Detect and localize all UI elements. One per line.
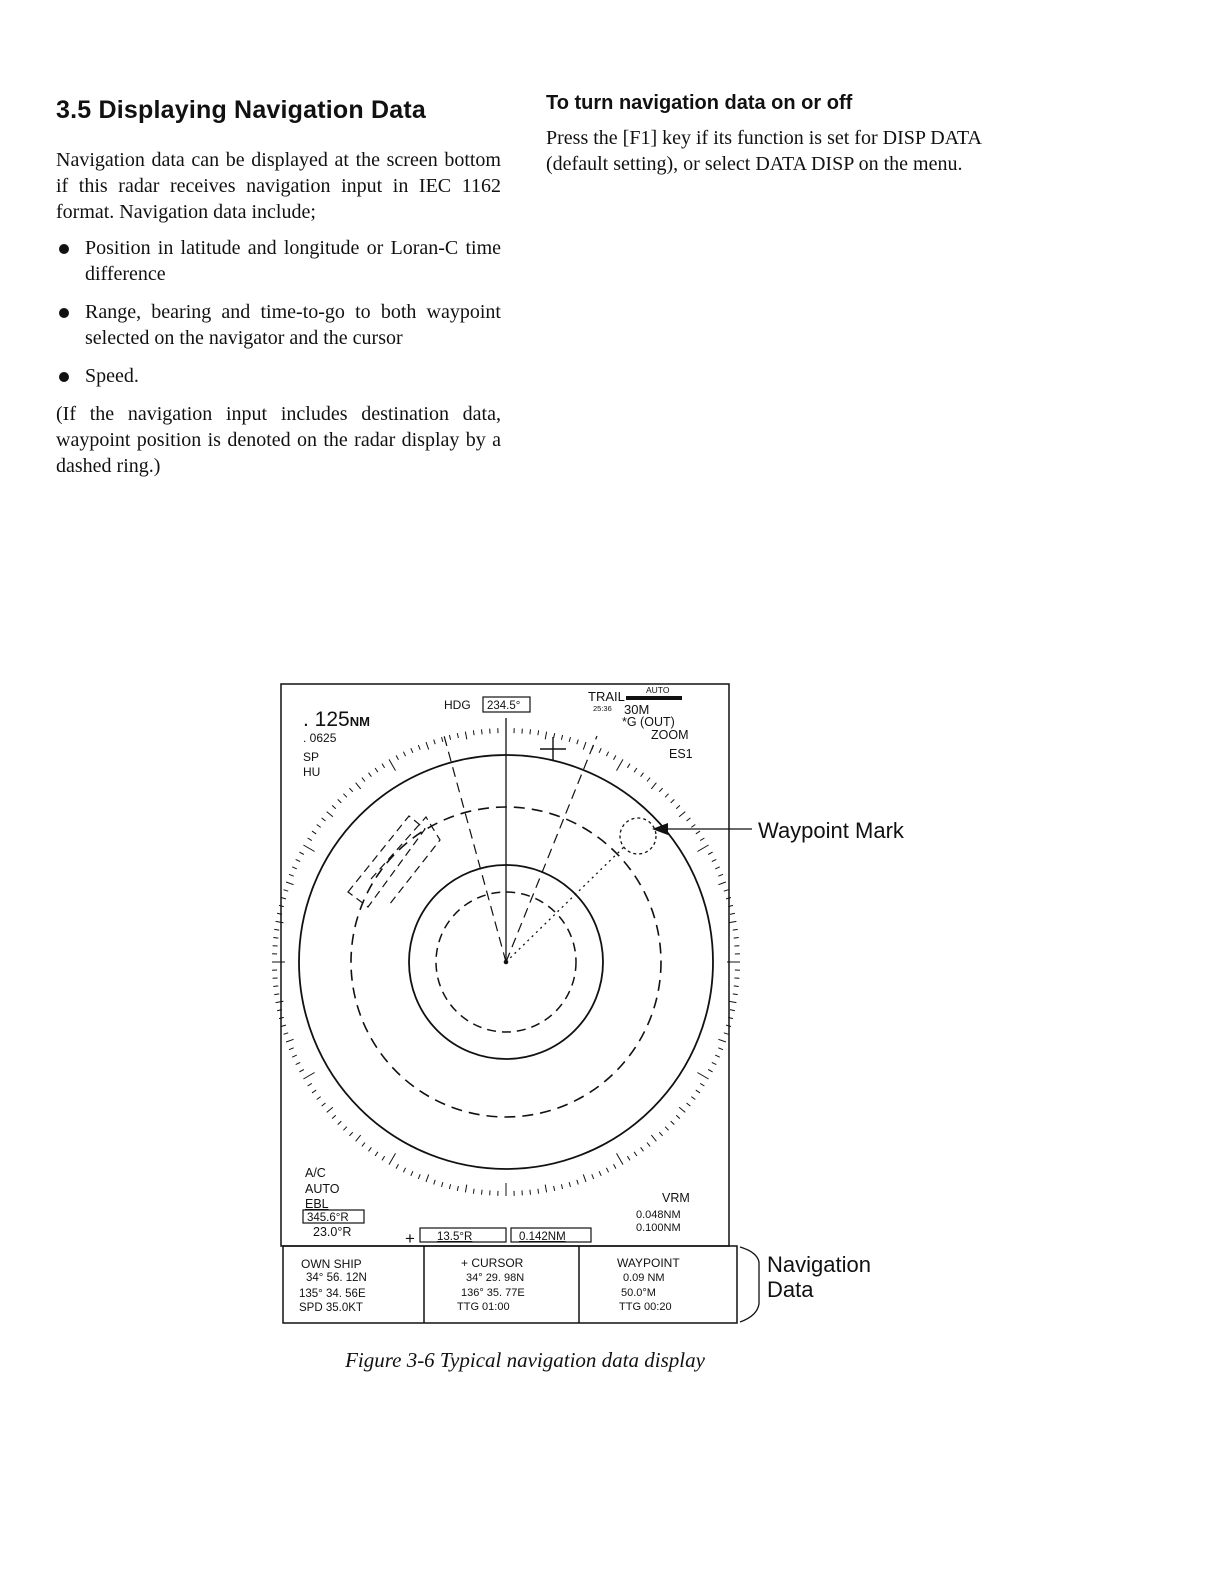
- scale-tick: [687, 818, 691, 821]
- scale-tick: [554, 1186, 555, 1191]
- hdg-label: HDG: [444, 698, 471, 712]
- scale-tick: [303, 845, 314, 852]
- scale-tick: [382, 764, 385, 768]
- scale-tick: [545, 1185, 546, 1193]
- scale-tick: [561, 1184, 562, 1189]
- scale-tick: [617, 759, 624, 770]
- waypoint-ttg: TTG 00:20: [619, 1301, 672, 1313]
- waypoint-range: 0.09 NM: [623, 1272, 665, 1284]
- bullet-icon: [59, 372, 69, 382]
- scale-tick: [389, 1153, 396, 1164]
- scale-tick: [317, 1097, 321, 1100]
- scale-tick: [449, 1184, 450, 1189]
- vrm2-value: 0.100NM: [636, 1222, 681, 1234]
- scale-tick: [697, 1073, 708, 1080]
- scale-tick: [327, 812, 333, 817]
- scale-tick: [375, 1152, 378, 1156]
- scale-tick: [715, 867, 720, 869]
- scale-tick: [569, 737, 570, 742]
- nav-data-bracket: [740, 1247, 759, 1322]
- guard-zone: [348, 816, 425, 907]
- navigation-label-line2: Data: [767, 1277, 814, 1302]
- scale-tick: [561, 735, 562, 740]
- scale-tick: [715, 1055, 720, 1057]
- scale-tick: [724, 890, 729, 892]
- scale-tick: [647, 778, 650, 782]
- scale-tick: [382, 1156, 385, 1160]
- intro-paragraph: Navigation data can be displayed at the screen bottom if this radar receives navigation input in IEC 1162 format. Navigation data include;: [56, 149, 501, 223]
- own-ship-lat: 34° 56. 12N: [306, 1272, 367, 1284]
- cursor-data: [457, 1256, 525, 1313]
- scale-tick: [343, 1127, 347, 1131]
- scale-tick: [724, 1033, 729, 1035]
- vrm-label: VRM: [662, 1191, 690, 1205]
- scale-tick: [279, 1017, 284, 1018]
- scale-tick: [434, 740, 436, 745]
- scale-tick: [691, 1097, 695, 1100]
- scale-tick: [308, 1083, 312, 1086]
- scale-tick: [634, 768, 637, 772]
- note-paragraph: (If the navigation input includes destination data, waypoint position is denoted on the radar display by a dashed ring.): [56, 403, 501, 477]
- radar-display-frame: [281, 684, 729, 1246]
- scale-tick: [299, 852, 303, 854]
- scale-tick: [289, 1048, 294, 1050]
- gz-out: *G (OUT): [622, 715, 675, 729]
- cursor-plus-icon: +: [405, 1229, 415, 1248]
- scale-tick: [482, 1190, 483, 1195]
- ring-interval: . 0625: [303, 731, 337, 745]
- scale-tick: [375, 768, 378, 772]
- scale-tick: [332, 805, 336, 808]
- scale-tick: [473, 1189, 474, 1194]
- scale-tick: [697, 845, 708, 852]
- scale-tick: [614, 1164, 616, 1168]
- trail-bar: [626, 696, 682, 700]
- scale-tick: [708, 852, 712, 854]
- scale-tick: [569, 1182, 570, 1187]
- scale-tick: [554, 733, 555, 738]
- howto-paragraph: Press the [F1] key if its function is set for DISP DATA (default setting), or select DATA DISP on the menu.: [546, 127, 981, 175]
- scale-tick: [676, 1115, 680, 1118]
- scale-tick: [665, 1127, 669, 1131]
- own-ship-data: [299, 1257, 367, 1314]
- scale-tick: [617, 1153, 624, 1164]
- scale-tick: [712, 859, 717, 861]
- ebl-value: 345.6°R: [307, 1212, 349, 1224]
- scale-tick: [718, 1048, 723, 1050]
- scale-tick: [426, 742, 429, 750]
- scale-tick: [362, 1143, 365, 1147]
- scale-tick: [734, 986, 739, 987]
- scale-tick: [712, 1062, 717, 1064]
- scale-tick: [369, 1147, 372, 1151]
- scale-tick: [292, 867, 297, 869]
- scale-tick: [303, 1073, 314, 1080]
- scale-tick: [273, 938, 278, 939]
- scale-tick: [296, 1062, 301, 1064]
- scale-tick: [284, 890, 289, 892]
- scale-tick: [641, 773, 644, 777]
- scale-tick: [274, 929, 279, 930]
- scale-tick: [577, 1180, 579, 1185]
- scale-tick: [286, 882, 294, 885]
- scale-tick: [730, 1010, 735, 1011]
- scale-tick: [465, 1185, 466, 1193]
- own-ship-lon: 135° 34. 56E: [299, 1288, 366, 1300]
- cursor-lat: 34° 29. 98N: [466, 1272, 525, 1284]
- navigation-label-line1: Navigation: [767, 1252, 871, 1277]
- scale-tick: [665, 794, 669, 798]
- ebl1-line: [443, 732, 506, 962]
- scale-tick: [292, 1055, 297, 1057]
- scale-tick: [679, 1107, 685, 1112]
- scale-tick: [312, 1090, 316, 1093]
- scale-tick: [396, 1164, 398, 1168]
- scale-tick: [577, 740, 579, 745]
- trail-label: TRAIL: [588, 689, 625, 704]
- vrm1-value: 0.048NM: [636, 1209, 681, 1221]
- mode-sp: SP: [303, 750, 320, 764]
- scale-tick: [733, 994, 738, 995]
- scale-tick: [659, 1132, 662, 1136]
- scale-tick: [281, 1025, 286, 1026]
- scale-tick: [281, 898, 286, 899]
- waypoint-data: [617, 1256, 680, 1313]
- scale-tick: [691, 825, 695, 828]
- scale-tick: [627, 1156, 630, 1160]
- scale-tick: [279, 905, 284, 906]
- scale-tick: [627, 764, 630, 768]
- scale-tick: [317, 825, 321, 828]
- cursor-ttg: TTG 01:00: [457, 1301, 510, 1313]
- scale-tick: [606, 752, 608, 757]
- scale-tick: [726, 898, 731, 899]
- scale-tick: [687, 1103, 691, 1106]
- waypoint-title: WAYPOINT: [617, 1256, 680, 1270]
- scale-tick: [671, 799, 675, 803]
- howto-title: To turn navigation data on or off: [546, 92, 853, 114]
- scale-tick: [369, 773, 372, 777]
- ebl-label: EBL: [305, 1197, 329, 1211]
- nav-data-list: [56, 235, 501, 389]
- scale-tick: [606, 1168, 608, 1173]
- scale-tick: [733, 929, 738, 930]
- scale-tick: [434, 1180, 436, 1185]
- figure-caption: Figure 3-6 Typical navigation data display: [345, 1348, 705, 1372]
- left-column: [56, 96, 501, 479]
- scale-tick: [449, 735, 450, 740]
- zoom-label: ZOOM: [651, 728, 689, 742]
- mode-hu: HU: [303, 765, 321, 779]
- scale-tick: [729, 921, 737, 922]
- scale-tick: [614, 755, 616, 759]
- scale-tick: [343, 794, 347, 798]
- scale-tick: [349, 788, 352, 792]
- scale-tick: [730, 913, 735, 914]
- trail-mode: AUTO: [646, 685, 670, 695]
- scale-tick: [676, 805, 680, 808]
- range-readout: . 125NM: [303, 708, 370, 731]
- waypoint-bearing: 50.0°M: [621, 1287, 656, 1299]
- scale-tick: [276, 1001, 284, 1002]
- scale-tick: [545, 732, 546, 740]
- right-column: [546, 92, 1016, 177]
- scale-tick: [599, 1171, 601, 1176]
- scale-tick: [538, 1189, 539, 1194]
- own-ship-icon: [504, 960, 509, 965]
- auto-label: AUTO: [305, 1182, 340, 1196]
- scale-tick: [274, 994, 279, 995]
- scale-tick: [356, 783, 361, 789]
- guard-zone: [371, 817, 440, 905]
- scale-tick: [411, 748, 413, 753]
- scale-tick: [718, 882, 726, 885]
- scale-tick: [338, 799, 342, 803]
- es-label: ES1: [669, 747, 693, 761]
- scale-tick: [322, 818, 326, 821]
- scale-tick: [530, 1190, 531, 1195]
- scale-tick: [679, 812, 685, 817]
- trail-value: 30M: [624, 702, 650, 717]
- waypoint-mark-label: Waypoint Mark: [758, 818, 904, 843]
- trail-time: 25:36: [593, 704, 612, 713]
- waypoint-line: [506, 846, 625, 962]
- scale-tick: [403, 1168, 405, 1173]
- own-ship-title: OWN SHIP: [301, 1257, 362, 1271]
- ac-label: A/C: [305, 1166, 326, 1180]
- scale-tick: [599, 748, 601, 753]
- scale-tick: [729, 1001, 737, 1002]
- scale-tick: [473, 730, 474, 735]
- scale-tick: [426, 1174, 429, 1182]
- scale-tick: [284, 1033, 289, 1035]
- scale-tick: [362, 778, 365, 782]
- cursor-range: 0.142NM: [519, 1231, 566, 1243]
- scale-tick: [583, 742, 586, 750]
- scale-tick: [308, 838, 312, 841]
- scale-tick: [299, 1070, 303, 1072]
- scale-tick: [418, 745, 420, 750]
- list-item: Range, bearing and time-to-go to both waypoint selected on the navigator and the cursor: [56, 299, 501, 351]
- scale-tick: [718, 1039, 726, 1042]
- scale-tick: [651, 783, 656, 789]
- scale-tick: [734, 938, 739, 939]
- cursor-bearing: 13.5°R: [437, 1231, 473, 1243]
- own-ship-speed: SPD 35.0KT: [299, 1302, 363, 1314]
- scale-tick: [349, 1132, 352, 1136]
- scale-tick: [530, 729, 531, 734]
- scale-tick: [442, 737, 443, 742]
- scale-tick: [647, 1143, 650, 1147]
- scale-tick: [671, 1121, 675, 1125]
- scale-tick: [457, 733, 458, 738]
- scale-tick: [356, 1135, 361, 1141]
- scale-tick: [634, 1152, 637, 1156]
- scale-tick: [403, 752, 405, 757]
- scale-tick: [700, 838, 704, 841]
- scale-tick: [708, 1070, 712, 1072]
- hdg-value: 234.5°: [487, 700, 521, 712]
- scale-tick: [592, 1174, 594, 1179]
- scale-tick: [338, 1121, 342, 1125]
- waypoint-mark: [620, 818, 656, 854]
- scale-tick: [296, 859, 301, 861]
- scale-tick: [396, 755, 398, 759]
- scale-tick: [273, 986, 278, 987]
- scale-tick: [327, 1107, 333, 1112]
- scale-tick: [332, 1115, 336, 1118]
- scale-tick: [641, 1147, 644, 1151]
- ebl2-value: 23.0°R: [313, 1225, 352, 1239]
- scale-tick: [289, 874, 294, 876]
- scale-tick: [659, 788, 662, 792]
- scale-tick: [457, 1186, 458, 1191]
- cursor-lon: 136° 35. 77E: [461, 1287, 525, 1299]
- scale-tick: [718, 874, 723, 876]
- cursor-title: + CURSOR: [461, 1256, 524, 1270]
- bullet-icon: [59, 244, 69, 254]
- scale-tick: [696, 1090, 700, 1093]
- scale-tick: [700, 1083, 704, 1086]
- navigation-data-label: [767, 1252, 871, 1302]
- scale-tick: [465, 732, 466, 740]
- scale-tick: [538, 730, 539, 735]
- scale-tick: [276, 921, 284, 922]
- list-item: Position in latitude and longitude or Loran-C time difference: [56, 235, 501, 287]
- scale-tick: [583, 1174, 586, 1182]
- scale-tick: [322, 1103, 326, 1106]
- scale-tick: [482, 729, 483, 734]
- section-title: 3.5 Displaying Navigation Data: [56, 96, 426, 124]
- scale-tick: [411, 1171, 413, 1176]
- scale-tick: [726, 1025, 731, 1026]
- scale-tick: [442, 1182, 443, 1187]
- list-item: Speed.: [56, 363, 501, 389]
- scale-tick: [389, 759, 396, 770]
- scale-tick: [696, 831, 700, 834]
- bullet-icon: [59, 308, 69, 318]
- scale-tick: [312, 831, 316, 834]
- scale-tick: [651, 1135, 656, 1141]
- scale-tick: [418, 1174, 420, 1179]
- scale-tick: [286, 1039, 294, 1042]
